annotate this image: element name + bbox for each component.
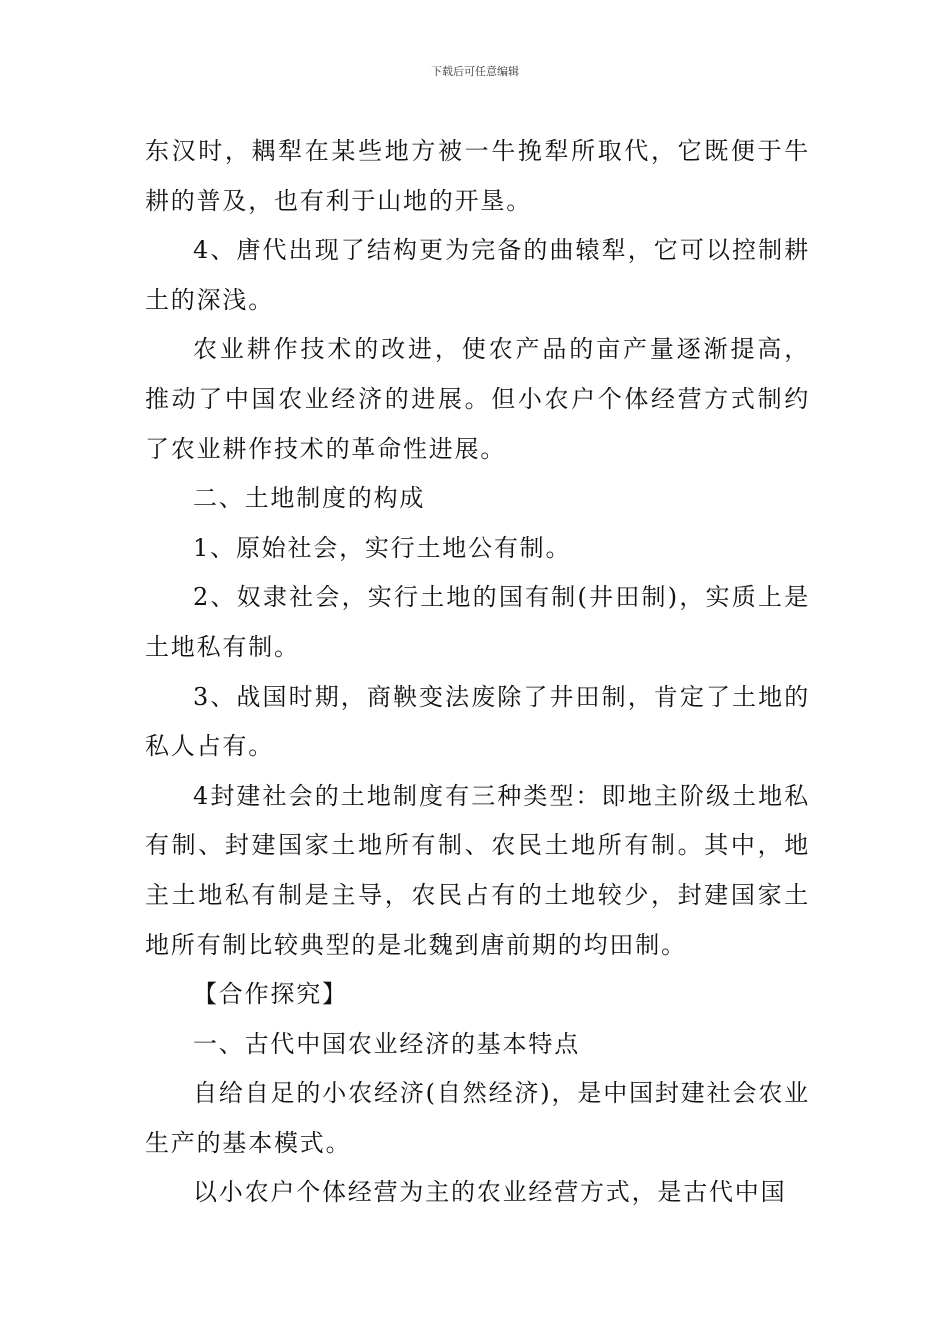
paragraph-5: 1、原始社会，实行土地公有制。 [193, 533, 572, 562]
paragraph-7: 3、战国时期，商鞅变法废除了井田制，肯定了土地的私人占有。 [145, 682, 810, 761]
paragraph-3: 农业耕作技术的改进，使农产品的亩产量逐渐提高，推动了中国农业经济的进展。但小农户个体经营方式制约了农业耕作技术的革命性进展。 [145, 335, 810, 463]
paragraph-11: 自给自足的小农经济(自然经济)，是中国封建社会农业生产的基本模式。 [145, 1079, 810, 1157]
paragraph-6: 2、奴隶社会，实行土地的国有制(井田制)，实质上是土地私有制。 [145, 583, 810, 661]
paragraph-12: 以小农户个体经营为主的农业经营方式，是古代中国 [193, 1178, 787, 1207]
paragraph-2: 4、唐代出现了结构更为完备的曲辕犁，它可以控制耕土的深浅。 [145, 236, 810, 314]
document-body [145, 127, 810, 1218]
section-heading-cooperation: 【合作探究】 [193, 980, 348, 1009]
section-heading-features: 一、古代中国农业经济的基本特点 [193, 1029, 580, 1058]
paragraph-8: 4封建社会的土地制度有三种类型：即地主阶级土地私有制、封建国家土地所有制、农民土地所有制。其中，地主土地私有制是主导，农民占有的土地较少，封建国家土地所有制比较典型的是北魏到唐前期的均田制。 [145, 781, 810, 959]
page-header: 下载后可任意编辑 [431, 65, 519, 78]
section-heading-land-system: 二、土地制度的构成 [193, 484, 426, 513]
paragraph-1: 东汉时，耦犁在某些地方被一牛挽犁所取代，它既便于牛耕的普及，也有利于山地的开垦。 [145, 137, 810, 215]
